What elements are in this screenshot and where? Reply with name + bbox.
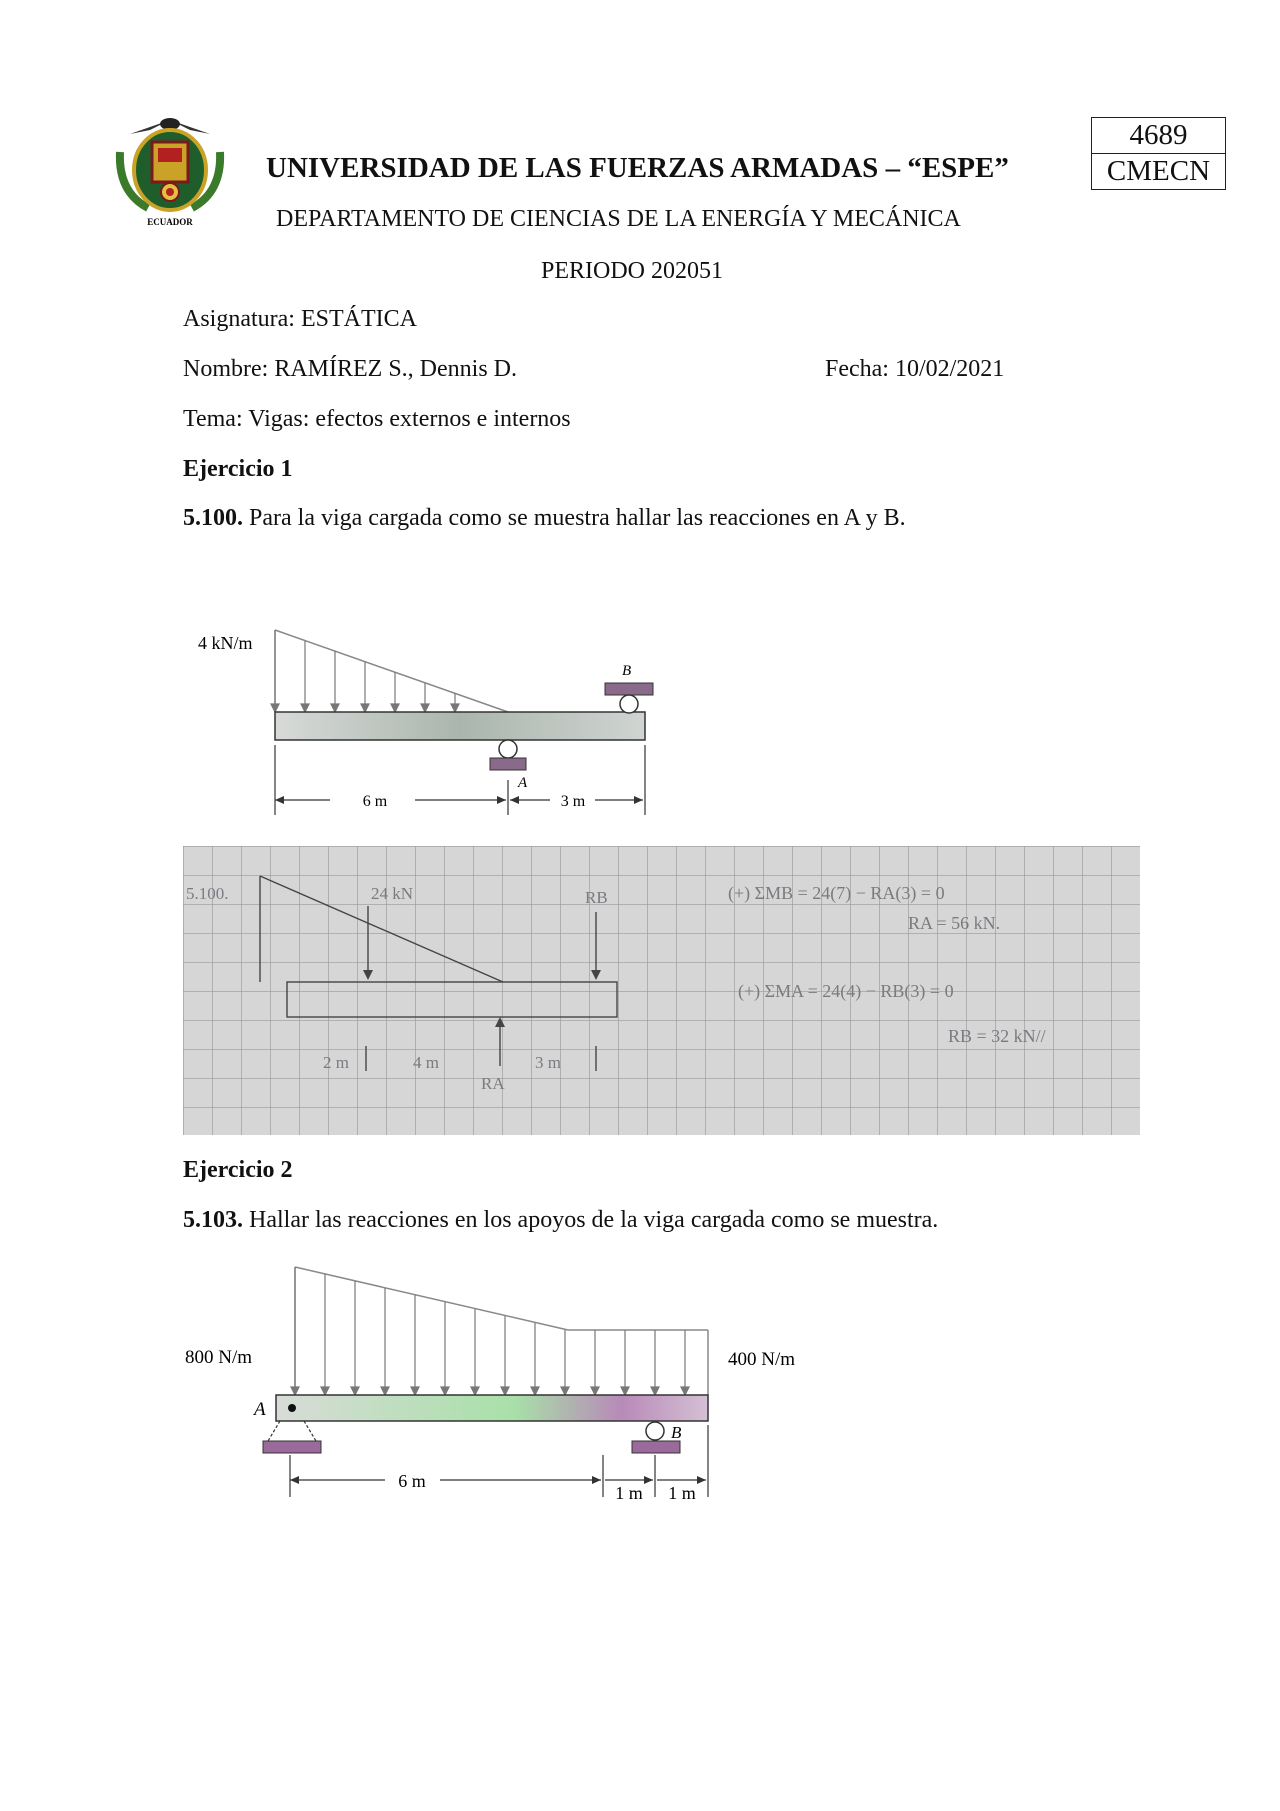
beam [275, 712, 645, 740]
name-line: Nombre: RAMÍREZ S., Dennis D. [183, 356, 517, 382]
solution-label: 5.100. [186, 884, 229, 903]
exercise2-statement [183, 1207, 938, 1234]
dim-left: 6 m [362, 793, 388, 810]
code-label: CMECN [1092, 153, 1225, 189]
support-a-label: A [254, 1399, 266, 1420]
figure-5-100 [190, 620, 670, 830]
support-a [263, 1441, 321, 1453]
ra-label: RA [481, 1074, 505, 1093]
equation-2: (+) ΣMA = 24(4) − RB(3) = 0 [738, 981, 954, 1001]
load-right-label: 400 N/m [728, 1349, 796, 1370]
support-b-label: B [622, 663, 632, 679]
load-left-label: 800 N/m [185, 1347, 253, 1368]
topic-line: Tema: Vigas: efectos externos e internos [183, 406, 571, 432]
support-b [632, 1441, 680, 1453]
exercise2-number: 5.103. [183, 1207, 243, 1233]
exercise2-text: Hallar las reacciones en los apoyos de la viga cargada como se muestra. [249, 1207, 939, 1233]
support-a-label: A [518, 775, 528, 791]
logo-caption: ECUADOR [147, 217, 193, 227]
department-title: DEPARTAMENTO DE CIENCIAS DE LA ENERGÍA Y MECÁNICA [276, 206, 961, 232]
dim-3m: 3 m [535, 1053, 561, 1072]
support-a [490, 758, 526, 770]
dim-1m-b: 1 m [668, 1483, 696, 1503]
handwritten-solution [183, 846, 1140, 1135]
load-arrows [271, 630, 459, 712]
university-logo [110, 112, 230, 230]
exercise2-heading: Ejercicio 2 [183, 1157, 293, 1183]
resultant-label: 24 kN [371, 884, 414, 903]
result-2: RB = 32 kN// [948, 1026, 1046, 1046]
dim-right: 3 m [560, 793, 586, 810]
figure-5-103 [180, 1255, 840, 1505]
support-b-label: B [671, 1423, 682, 1442]
dim-6m: 6 m [398, 1471, 426, 1491]
exercise1-text: Para la viga cargada como se muestra hallar las reacciones en A y B. [249, 505, 906, 531]
exercise1-number: 5.100. [183, 505, 243, 531]
code-number: 4689 [1129, 119, 1188, 151]
support-b [605, 683, 653, 695]
document-code-box [1091, 117, 1226, 190]
beam [276, 1395, 708, 1421]
dim-2m: 2 m [323, 1053, 349, 1072]
dim-4m: 4 m [413, 1053, 439, 1072]
period-title: PERIODO 202051 [541, 258, 724, 284]
exercise1-statement [183, 505, 906, 532]
rb-label: RB [585, 888, 608, 907]
exercise1-heading: Ejercicio 1 [183, 456, 293, 482]
load-arrows [291, 1267, 689, 1395]
dim-1m-a: 1 m [615, 1483, 643, 1503]
university-title: UNIVERSIDAD DE LAS FUERZAS ARMADAS – “ESPE” [266, 152, 1009, 184]
load-label: 4 kN/m [198, 633, 253, 653]
equation-1: (+) ΣMB = 24(7) − RA(3) = 0 [728, 883, 945, 903]
date-line: Fecha: 10/02/2021 [825, 356, 1005, 382]
result-1: RA = 56 kN. [908, 913, 1001, 933]
subject-line: Asignatura: ESTÁTICA [183, 306, 417, 332]
